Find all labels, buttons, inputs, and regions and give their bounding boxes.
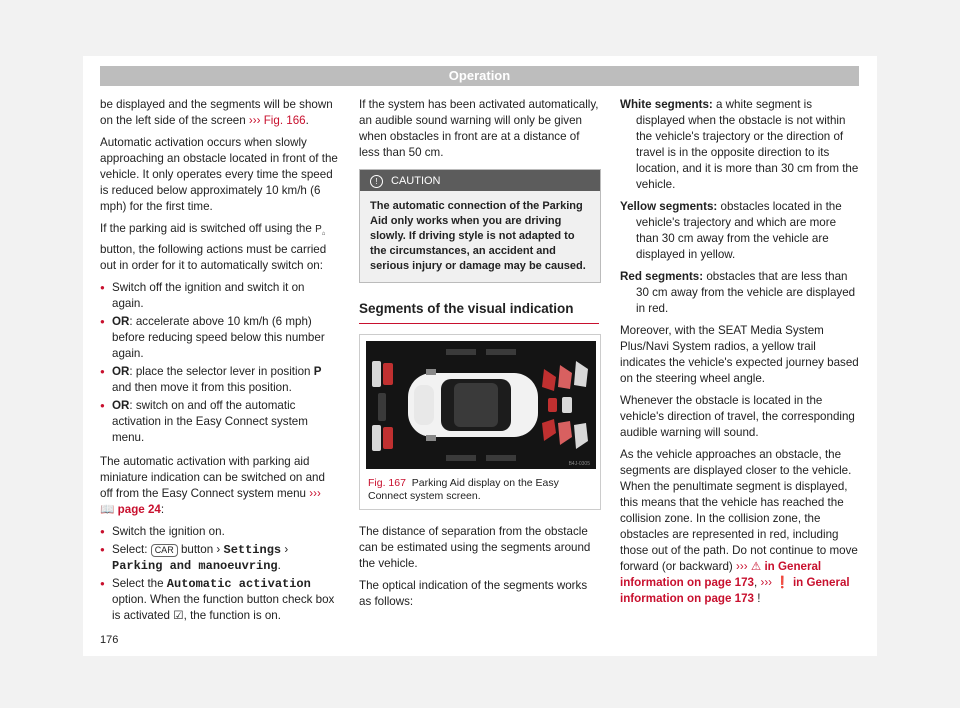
text: button › xyxy=(180,543,221,556)
text: The automatic activation with parking aid miniature indication can be switched on and off from the Easy Connect system menu xyxy=(100,455,325,500)
definition-white: White segments: a white segment is displayed when the obstacle is not within the vehicle's trajectory or the direction of travel is in the opposite direction to its location, and it is more than 30 cm from the vehicle. xyxy=(620,98,859,191)
list-item: ● Select: CAR button › Settings › Parking and manoeuvring. xyxy=(100,542,338,574)
caption-text: Parking Aid display on the Easy Connect system screen. xyxy=(368,477,559,502)
paragraph xyxy=(100,221,338,274)
paragraph: The distance of separation from the obstacle can be estimated using the segments around the vehicle. xyxy=(359,525,591,570)
paragraph: The optical indication of the segments works as follows: xyxy=(359,579,588,608)
figure-ref-link[interactable]: ››› Fig. 166 xyxy=(248,114,306,127)
list-item: ● Select the Automatic activation option. When the function button check box is activated ☑, the function is on. xyxy=(100,576,338,624)
paragraph: As the vehicle approaches an obstacle, the segments are displayed closer to the vehicle. When the penultimate segment is displayed, this means that the vehicle has reached the collision zone. In the collision zone, the obstacles are represented in red, including those out of the path. Do not continue to move forward (or backward) ››› ⚠ in General information on page 173, ››› ❗ in General information on page 173 ! xyxy=(620,448,858,605)
definition-yellow: Yellow segments: obstacles located in the vehicle's trajectory and which are more than 30 cm away from the vehicle are displayed in yellow. xyxy=(620,200,842,261)
list-item xyxy=(100,364,338,396)
text: Select: xyxy=(112,543,148,556)
warning-ref-link[interactable]: ››› ⚠ in General information on page 173 xyxy=(620,560,822,589)
text: and then move it from this position. xyxy=(112,381,292,394)
label: OR xyxy=(112,365,130,378)
label: OR xyxy=(112,315,130,328)
warning-triangle-icon: ⚠ xyxy=(750,560,762,573)
paragraph: If the system has been activated automatically, an audible sound warning will only be given when obstacles in front are at a distance of less than 50 cm. xyxy=(359,98,599,159)
text: If the parking aid is switched off using the xyxy=(100,222,312,235)
paragraph: Automatic activation occurs when slowly approaching an obstacle located in front of the vehicle. It only operates every time the speed is reduced below approximately 10 km/h (6 mph) for the first time. xyxy=(100,136,338,213)
text: : switch on and off the automatic activation in the Easy Connect system menu. xyxy=(112,399,308,444)
column-3 xyxy=(620,97,860,613)
figure-caption xyxy=(360,475,600,509)
checkbox-checked-icon: ☑ xyxy=(173,609,184,622)
column-2 xyxy=(359,97,601,616)
figure xyxy=(359,334,601,510)
paragraph: Whenever the obstacle is located in the vehicle's direction of travel, the corresponding audible warning will sound. xyxy=(620,394,855,439)
book-icon: 📖 xyxy=(100,503,115,516)
definition-red: Red segments: obstacles that are less than 30 cm away from the vehicle are displayed in red. xyxy=(620,270,856,315)
caution-header xyxy=(360,170,600,191)
text: be displayed and the segments will be shown on the left side of the screen xyxy=(100,98,333,127)
page-header: Operation xyxy=(100,66,859,86)
text: : accelerate above 10 km/h (6 mph) before reducing speed below this number again. xyxy=(112,315,325,360)
text: : place the selector lever in position xyxy=(129,365,311,378)
list-item: ● Switch off the ignition and switch it on again. xyxy=(100,280,338,312)
section-title: Segments of the visual indication xyxy=(359,301,599,324)
label: OR xyxy=(112,399,130,412)
parking-aid-illustration xyxy=(366,341,596,469)
car-key-icon: CAR xyxy=(151,544,178,557)
gear-position: P xyxy=(313,365,322,378)
figure-code: B4J-0305 xyxy=(568,461,590,467)
parking-aid-display-image xyxy=(366,341,596,469)
menu-option: Automatic activation xyxy=(166,577,311,591)
info-icon: ! xyxy=(370,175,383,188)
paragraph: Moreover, with the SEAT Media System Plus/Navi System radios, a yellow trail indicates the vehicle's expected journey based on the steering wheel angle. xyxy=(620,324,859,385)
list-item xyxy=(100,314,338,362)
text: button, the following actions must be carried out in order for it to automatically switch on: xyxy=(100,243,327,272)
caution-body: The automatic connection of the Parking Aid only works when you are driving slowly. If driving style is not adapted to the circumstances, an accident and serious injury or damage may be caused. xyxy=(360,191,600,282)
paragraph: The automatic activation with parking aid miniature indication can be switched on and off from the Easy Connect system menu ››› 📖 page 24: xyxy=(100,455,325,516)
menu-path: Parking and manoeuvring xyxy=(112,559,278,573)
paragraph: be displayed and the segments will be shown on the left side of the screen ››› Fig. 166. xyxy=(100,98,333,127)
figure-label: Fig. 167 xyxy=(368,477,406,489)
caution-box xyxy=(359,169,601,283)
page-number: 176 xyxy=(100,634,119,646)
parking-aid-button-icon: $P_⌂$ xyxy=(315,224,326,237)
page-ref-link[interactable]: ››› 📖 page 24 xyxy=(100,487,321,516)
list-item xyxy=(100,398,338,446)
menu-path: Settings xyxy=(223,543,282,557)
list-item: ● Switch the ignition on. xyxy=(100,524,338,540)
note-ref-link[interactable]: ››› ❗ in General information on page 173 xyxy=(620,576,850,605)
caution-title: CAUTION xyxy=(391,175,441,187)
exclamation-circle-icon: ❗ xyxy=(775,576,790,589)
column-1 xyxy=(100,97,338,626)
